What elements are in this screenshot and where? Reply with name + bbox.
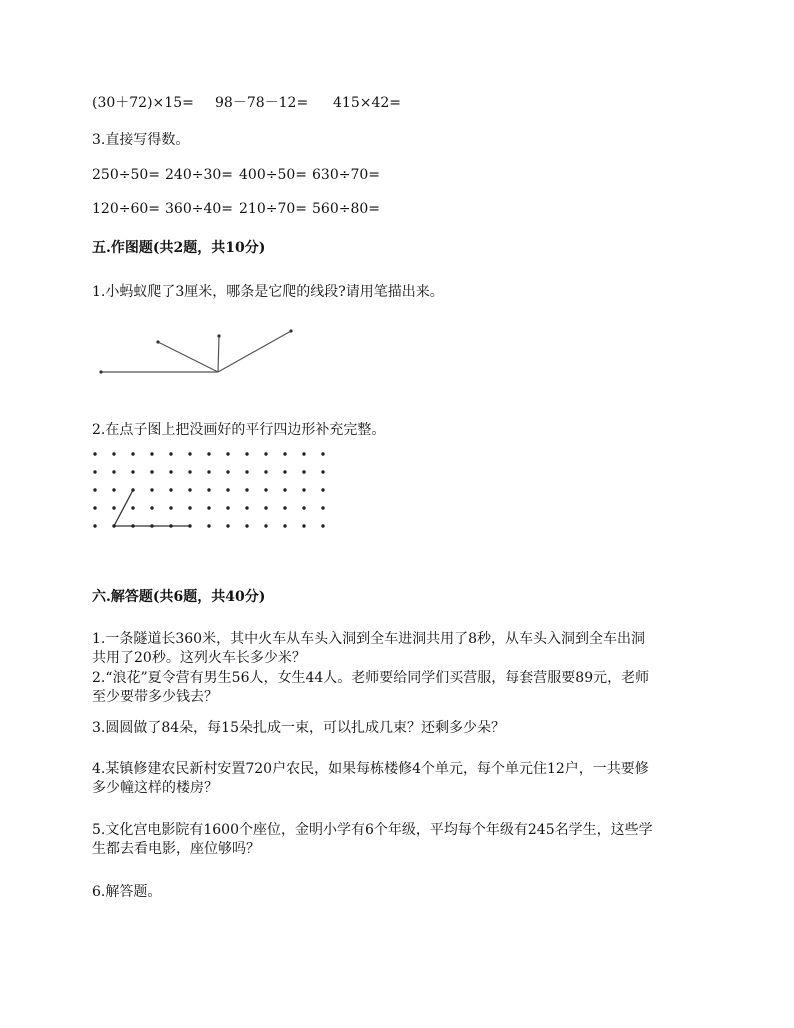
grid-dot — [264, 506, 267, 509]
dot-grid-figure — [85, 446, 330, 554]
grid-dot — [321, 524, 324, 527]
question-6-3: 3.圆圆做了84朵，每15朵扎成一束，可以扎成几束？还剩多少朵？ — [92, 720, 505, 736]
grid-dot — [112, 470, 115, 473]
endpoint — [289, 329, 292, 332]
segment — [218, 336, 219, 372]
grid-dot — [112, 506, 115, 509]
question-line: 1.一条隧道长360米，其中火车从车头入洞到全车进洞共用了8秒，从车头入洞到全车出洞 — [92, 631, 645, 647]
grid-dot — [93, 470, 96, 473]
calc-row-1 — [92, 94, 401, 112]
grid-dot — [264, 524, 267, 527]
grid-dot — [245, 506, 248, 509]
grid-dot — [131, 452, 134, 455]
calc-item: (30＋72)×15= — [92, 95, 194, 111]
grid-dot — [150, 506, 153, 509]
grid-dot — [131, 470, 134, 473]
question-6-6: 6.解答题。 — [92, 884, 162, 900]
calc-item: 630÷70= — [312, 167, 380, 183]
grid-dot — [169, 506, 172, 509]
grid-dot — [150, 452, 153, 455]
calc-item: 400÷50= — [239, 167, 307, 183]
question-6-2 — [92, 669, 704, 707]
grid-dot — [131, 488, 134, 491]
calc-item: 360÷40= — [165, 201, 233, 217]
question-6-5 — [92, 821, 704, 859]
segment — [158, 342, 218, 372]
grid-dot — [150, 470, 153, 473]
grid-dot — [93, 452, 96, 455]
question-line: 4.某镇修建农民新村安置720户农民，如果每栋楼修4个单元，每个单元住12户，一共要修 — [92, 761, 649, 777]
grid-dot — [245, 452, 248, 455]
question-line: 多少幢这样的楼房？ — [92, 780, 218, 796]
grid-dot — [264, 470, 267, 473]
grid-dot — [207, 452, 210, 455]
grid-dot — [302, 470, 305, 473]
grid-dot — [169, 470, 172, 473]
grid-dot — [226, 524, 229, 527]
grid-dot — [188, 488, 191, 491]
parallelogram-side — [114, 490, 133, 526]
question-line: 2.“浪花”夏令营有男生56人，女生44人。老师要给同学们买营服，每套营服要89元，老师 — [92, 670, 650, 686]
section-5-heading: 五.作图题(共2题，共10分) — [92, 240, 266, 256]
endpoint — [99, 370, 102, 373]
grid-dot — [283, 452, 286, 455]
grid-dot — [226, 506, 229, 509]
grid-dot — [321, 488, 324, 491]
section-6-heading: 六.解答题(共6题，共40分) — [92, 589, 266, 605]
grid-dot — [226, 452, 229, 455]
calc-item: 240÷30= — [165, 167, 233, 183]
grid-dot — [112, 524, 115, 527]
grid-dot — [283, 470, 286, 473]
grid-dot — [226, 470, 229, 473]
question-line: 5.文化宫电影院有1600个座位，金明小学有6个年级，平均每个年级有245名学生，这些学 — [92, 822, 653, 838]
calc-item: 98－78－12= — [215, 95, 309, 111]
grid-dot — [283, 524, 286, 527]
grid-dot — [169, 452, 172, 455]
grid-dot — [283, 488, 286, 491]
grid-dot — [302, 488, 305, 491]
grid-dot — [207, 488, 210, 491]
grid-dot — [150, 488, 153, 491]
grid-dot — [264, 452, 267, 455]
grid-dot — [188, 506, 191, 509]
grid-dot — [302, 506, 305, 509]
grid-dot — [264, 488, 267, 491]
grid-dot — [245, 488, 248, 491]
grid-dot — [321, 452, 324, 455]
grid-dot — [226, 488, 229, 491]
grid-dot — [321, 470, 324, 473]
grid-dot — [207, 470, 210, 473]
grid-dot — [188, 452, 191, 455]
calc-row-3 — [92, 200, 380, 218]
calc-item: 250÷50= — [92, 167, 160, 183]
grid-dot — [150, 524, 153, 527]
calc-item: 415×42= — [333, 95, 401, 111]
calc-row-2 — [92, 166, 380, 184]
question-line: 至少要带多少钱去？ — [92, 689, 218, 705]
question-6-4 — [92, 760, 704, 798]
question-line: 共用了20秒。这列火车长多少米？ — [92, 650, 306, 666]
grid-dot — [245, 524, 248, 527]
question-5-2: 2.在点子图上把没画好的平行四边形补充完整。 — [92, 422, 386, 438]
question-line: 生都去看电影，座位够吗？ — [92, 841, 260, 857]
grid-dot — [169, 488, 172, 491]
grid-dot — [302, 524, 305, 527]
grid-dot — [131, 506, 134, 509]
calc-item: 210÷70= — [239, 201, 307, 217]
grid-dot — [93, 506, 96, 509]
grid-dot — [207, 524, 210, 527]
grid-dot — [93, 524, 96, 527]
question-5-1: 1.小蚂蚁爬了3厘米，哪条是它爬的线段?请用笔描出来。 — [92, 284, 444, 300]
grid-dot — [283, 506, 286, 509]
grid-dot — [131, 524, 134, 527]
grid-dot — [112, 452, 115, 455]
grid-dot — [93, 488, 96, 491]
grid-dot — [207, 506, 210, 509]
grid-dot — [245, 470, 248, 473]
endpoint — [156, 340, 159, 343]
question-3-title: 3.直接写得数。 — [92, 132, 190, 148]
grid-dot — [188, 524, 191, 527]
grid-dot — [112, 488, 115, 491]
grid-dot — [188, 470, 191, 473]
line-segments-figure — [96, 325, 302, 379]
grid-dot — [169, 524, 172, 527]
endpoint — [217, 334, 220, 337]
grid-dot — [321, 506, 324, 509]
grid-dot — [302, 452, 305, 455]
segment — [218, 331, 291, 372]
calc-item: 560÷80= — [312, 201, 380, 217]
question-6-1 — [92, 630, 704, 668]
calc-item: 120÷60= — [92, 201, 160, 217]
